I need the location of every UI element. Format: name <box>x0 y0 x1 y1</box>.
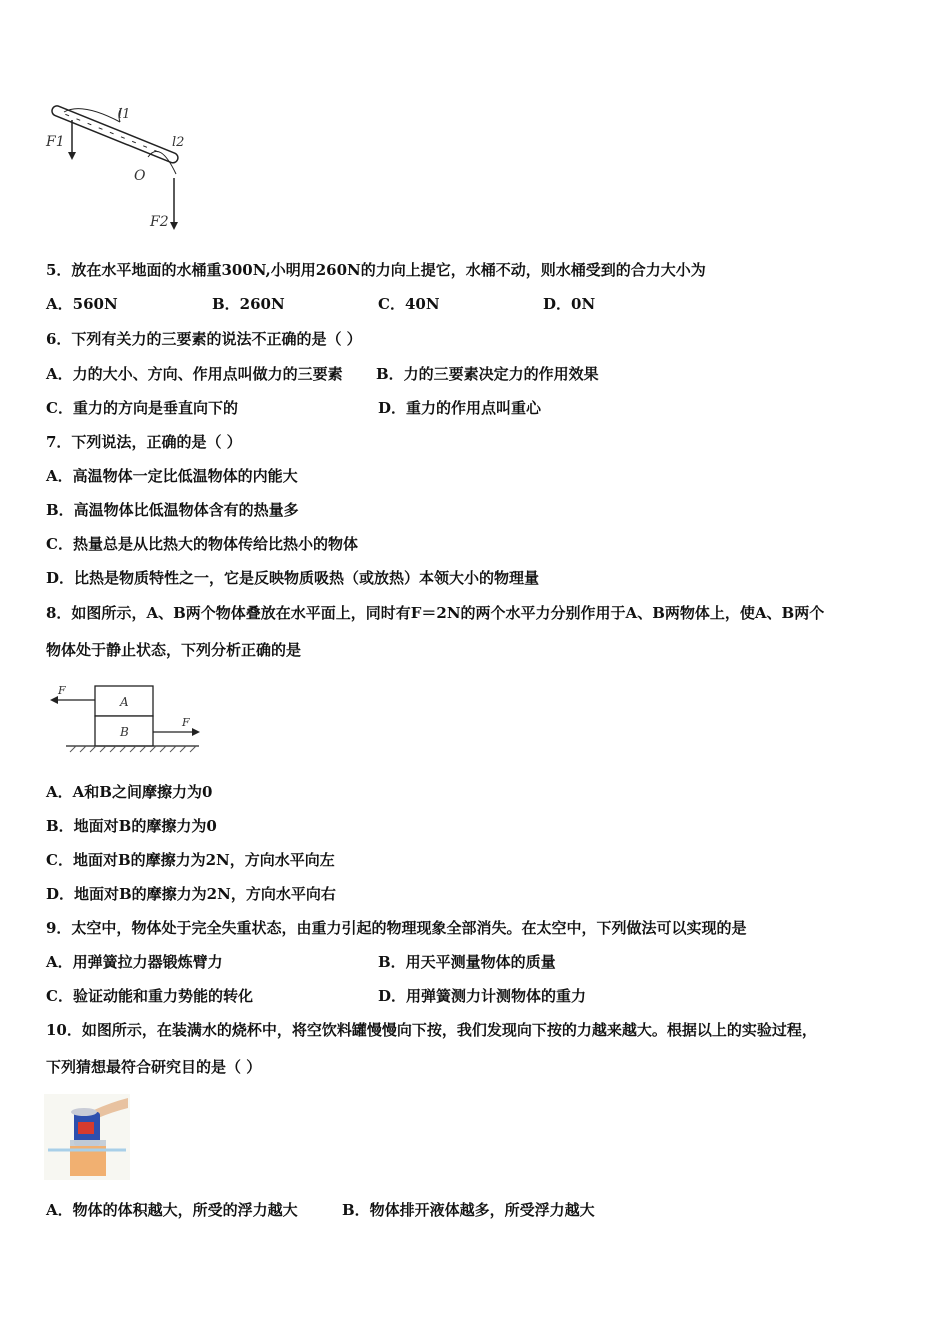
label-o: O <box>134 168 146 184</box>
q8-option-d: D．地面对B的摩擦力为2N，方向水平向右 <box>46 885 336 903</box>
q7-option-a: A．高温物体一定比低温物体的内能大 <box>46 467 298 485</box>
q8-option-a: A．A和B之间摩擦力为0 <box>46 783 213 801</box>
q10-option-b: B．物体排开液体越多，所受浮力越大 <box>342 1201 595 1219</box>
q7-stem: 7．下列说法，正确的是（ ） <box>46 433 242 451</box>
q9-stem: 9．太空中，物体处于完全失重状态，由重力引起的物理现象全部消失。在太空中，下列做法可以实现的是 <box>46 919 747 937</box>
lever-figure <box>42 100 192 235</box>
label-block-b: B <box>120 725 129 739</box>
q6-option-b: B．力的三要素决定力的作用效果 <box>376 365 599 383</box>
q9-option-b: B．用天平测量物体的质量 <box>378 953 556 971</box>
q7-option-d: D．比热是物质特性之一，它是反映物质吸热（或放热）本领大小的物理量 <box>46 569 540 587</box>
beaker-can-photo <box>44 1094 130 1180</box>
q5-option-b: B．260N <box>212 295 285 313</box>
q6-option-d: D．重力的作用点叫重心 <box>378 399 542 417</box>
label-f2: F2 <box>150 214 169 230</box>
q6-option-a: A．力的大小、方向、作用点叫做力的三要素 <box>46 365 343 383</box>
label-l1: l1 <box>118 107 131 122</box>
label-f-right: F <box>182 716 190 729</box>
label-f-left: F <box>58 684 66 697</box>
q5-option-c: C．40N <box>378 295 440 313</box>
q9-option-d: D．用弹簧测力计测物体的重力 <box>378 987 587 1005</box>
q8-stem-line2: 物体处于静止状态，下列分析正确的是 <box>46 641 302 659</box>
q7-option-c: C．热量总是从比热大的物体传给比热小的物体 <box>46 535 358 553</box>
q9-option-a: A．用弹簧拉力器锻炼臂力 <box>46 953 223 971</box>
q7-option-b: B．高温物体比低温物体含有的热量多 <box>46 501 299 519</box>
q6-option-c: C．重力的方向是垂直向下的 <box>46 399 238 417</box>
q8-option-c: C．地面对B的摩擦力为2N，方向水平向左 <box>46 851 335 869</box>
label-l2: l2 <box>172 135 185 150</box>
q10-stem-line1: 10．如图所示，在装满水的烧杯中，将空饮料罐慢慢向下按，我们发现向下按的力越来越大。根据以上的实验过程， <box>46 1021 817 1039</box>
label-block-a: A <box>120 695 129 709</box>
q10-stem-line2: 下列猜想最符合研究目的是（ ） <box>46 1058 262 1076</box>
q5-option-d: D．0N <box>543 295 596 313</box>
q5-option-a: A．560N <box>46 295 118 313</box>
q10-option-a: A．物体的体积越大，所受的浮力越大 <box>46 1201 298 1219</box>
label-f1: F1 <box>46 134 65 150</box>
blocks-figure <box>44 680 214 760</box>
q9-option-c: C．验证动能和重力势能的转化 <box>46 987 253 1005</box>
q6-stem: 6．下列有关力的三要素的说法不正确的是（ ） <box>46 330 362 348</box>
q8-stem-line1: 8．如图所示，A、B两个物体叠放在水平面上，同时有F＝2N的两个水平力分别作用于A、B两物体上，使A、B两个 <box>46 604 825 622</box>
q5-stem: 5．放在水平地面的水桶重300N,小明用260N的力向上提它，水桶不动，则水桶受到的合力大小为 <box>46 261 706 279</box>
q8-option-b: B．地面对B的摩擦力为0 <box>46 817 217 835</box>
